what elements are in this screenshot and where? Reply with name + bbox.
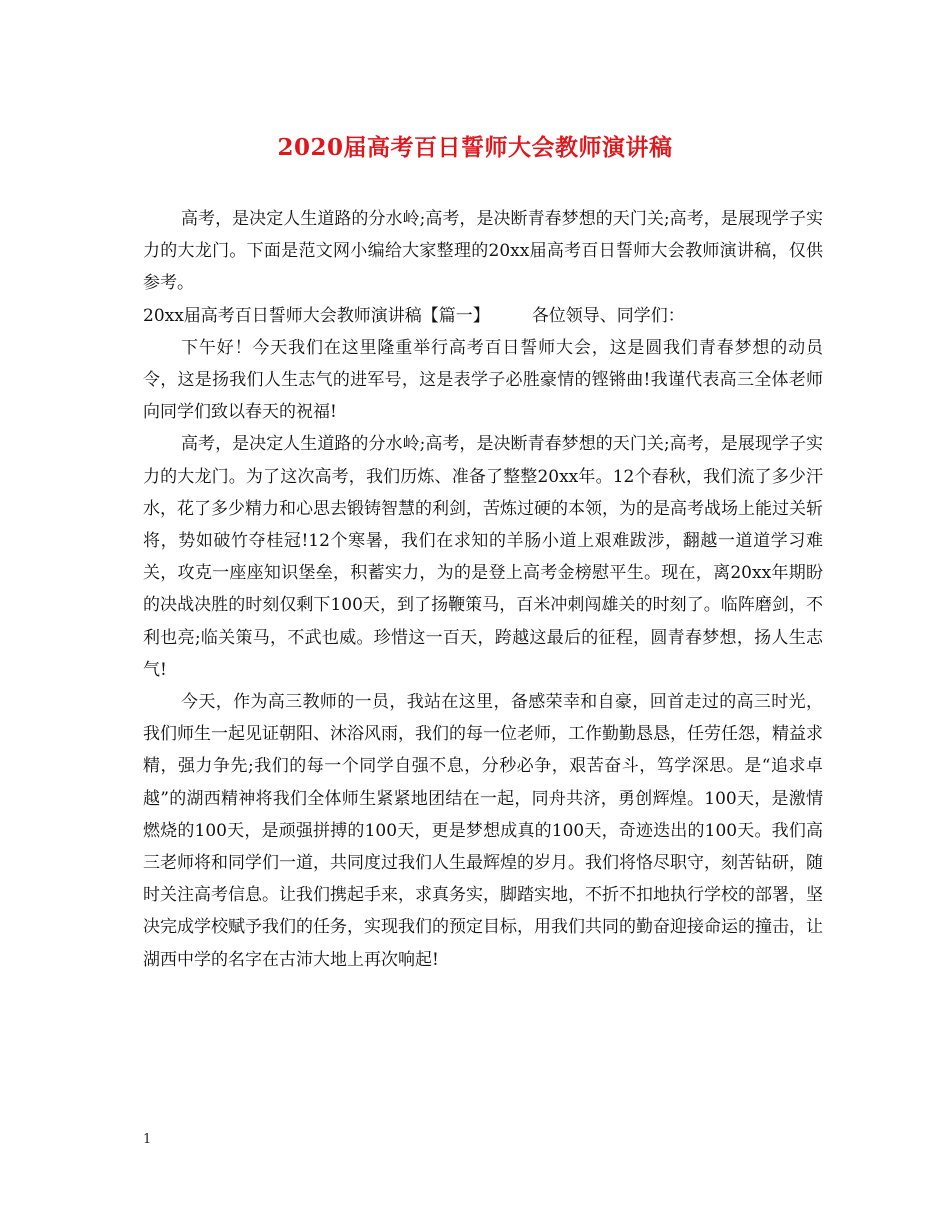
document-title: 2020届高考百日誓师大会教师演讲稿	[277, 134, 673, 161]
page-number: 1	[143, 1132, 152, 1147]
section-heading: 20xx届高考百日誓师大会教师演讲稿【篇一】	[143, 305, 490, 326]
salutation: 各位领导、同学们：	[531, 305, 685, 326]
body-paragraph-3: 今天，作为高三教师的一员，我站在这里，备感荣幸和自豪，回首走过的高三时光，我们师生一起见证朝阳、沐浴风雨，我们的每一位老师，工作勤勤恳恳，任劳任怨，精益求精，强力争先;我们的每一个同学自强不息，分秒必争，艰苦奋斗，笃学深思。是“追求卓越”的湖西精神将我们全体师生紧紧地团结在一起，同舟共济，勇创辉煌。100天，是激情燃烧的100天，是顽强拼搏的100天，更是梦想成真的100天，奇迹迭出的100天。我们高三老师将和同学们一道，共同度过我们人生最辉煌的岁月。我们将恪尽职守，刻苦钻研，随时关注高考信息。让我们携起手来，求真务实，脚踏实地，不折不扣地执行学校的部署，坚决完成学校赋予我们的任务，实现我们的预定目标，用我们共同的勤奋迎接命运的撞击，让湖西中学的名字在古沛大地上再次响起!	[143, 692, 823, 970]
document-body	[143, 203, 823, 976]
body-paragraph-1: 下午好！今天我们在这里隆重举行高考百日誓师大会，这是圆我们青春梦想的动员令，这是扬我们人生志气的进军号，这是表学子必胜豪情的铿锵曲!我谨代表高三全体老师向同学们致以春天的祝福!	[143, 337, 823, 423]
body-paragraph-2: 高考，是决定人生道路的分水岭;高考，是决断青春梦想的天门关;高考，是展现学子实力的大龙门。为了这次高考，我们历炼、准备了整整20xx年。12个春秋，我们流了多少汗水，花了多少精力和心思去锻铸智慧的利剑，苦炼过硬的本领，为的是高考战场上能过关斩将，势如破竹夺桂冠!12个寒暑，我们在求知的羊肠小道上艰难跋涉，翻越一道道学习难关，攻克一座座知识堡垒，积蓄实力，为的是登上高考金榜慰平生。现在，离20xx年期盼的决战决胜的时刻仅剩下100天，到了扬鞭策马，百米冲刺闯雄关的时刻了。临阵磨剑，不利也亮;临关策马，不武也威。珍惜这一百天，跨越这最后的征程，圆青春梦想，扬人生志气!	[143, 434, 823, 680]
section-heading-line	[143, 300, 823, 332]
intro-paragraph: 高考，是决定人生道路的分水岭;高考，是决断青春梦想的天门关;高考，是展现学子实力的大龙门。下面是范文网小编给大家整理的20xx届高考百日誓师大会教师演讲稿，仅供参考。	[143, 209, 823, 294]
